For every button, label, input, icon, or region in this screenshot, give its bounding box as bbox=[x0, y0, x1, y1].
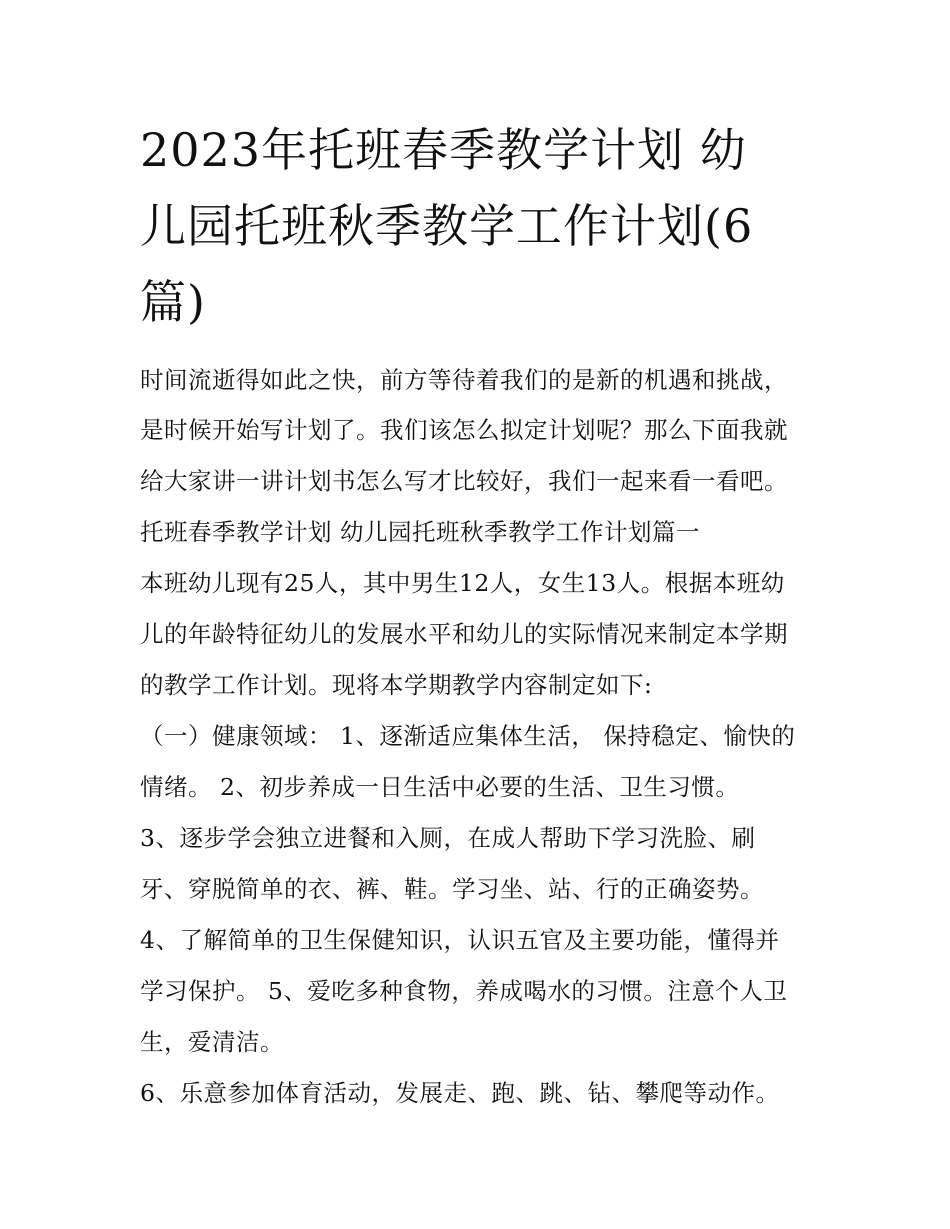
body-line: 牙、穿脱简单的衣、裤、鞋。学习坐、站、行的正确姿势。 bbox=[140, 875, 764, 903]
body-line: 生，爱清洁。 bbox=[140, 1028, 284, 1056]
title-line-1: 2023年托班春季教学计划 幼 bbox=[140, 123, 747, 177]
body-line: 4、了解简单的卫生保健知识，认识五官及主要功能，懂得并 bbox=[140, 926, 780, 954]
body-line: （一）健康领域： 1、逐渐适应集体生活， 保持稳定、愉快的 bbox=[140, 722, 796, 750]
body-line: 本班幼儿现有25人，其中男生12人，女生13人。根据本班幼 bbox=[140, 569, 785, 597]
body-line: 3、逐步学会独立进餐和入厕，在成人帮助下学习洗脸、刷 bbox=[140, 824, 756, 852]
body-line: 是时候开始写计划了。我们该怎么拟定计划呢？那么下面我就 bbox=[140, 416, 788, 444]
document-title bbox=[140, 112, 820, 340]
body-line: 给大家讲一讲计划书怎么写才比较好，我们一起来看一看吧。 bbox=[140, 467, 788, 495]
body-line: 的教学工作计划。现将本学期教学内容制定如下: bbox=[140, 671, 653, 699]
body-line: 6、乐意参加体育活动，发展走、跑、跳、钻、攀爬等动作。 bbox=[140, 1079, 780, 1107]
body-line: 情绪。 2、初步养成一日生活中必要的生活、卫生习惯。 bbox=[140, 773, 740, 801]
title-line-3: 篇) bbox=[140, 275, 206, 329]
body-line: 时间流逝得如此之快，前方等待着我们的是新的机遇和挑战， bbox=[140, 366, 788, 394]
body-line: 儿的年龄特征幼儿的发展水平和幼儿的实际情况来制定本学期 bbox=[140, 620, 788, 648]
body-line: 学习保护。 5、爱吃多种食物，养成喝水的习惯。注意个人卫 bbox=[140, 977, 788, 1005]
title-line-2: 儿园托班秋季教学工作计划(6 bbox=[140, 199, 754, 253]
section-heading: 托班春季教学计划 幼儿园托班秋季教学工作计划篇一 bbox=[140, 518, 700, 546]
